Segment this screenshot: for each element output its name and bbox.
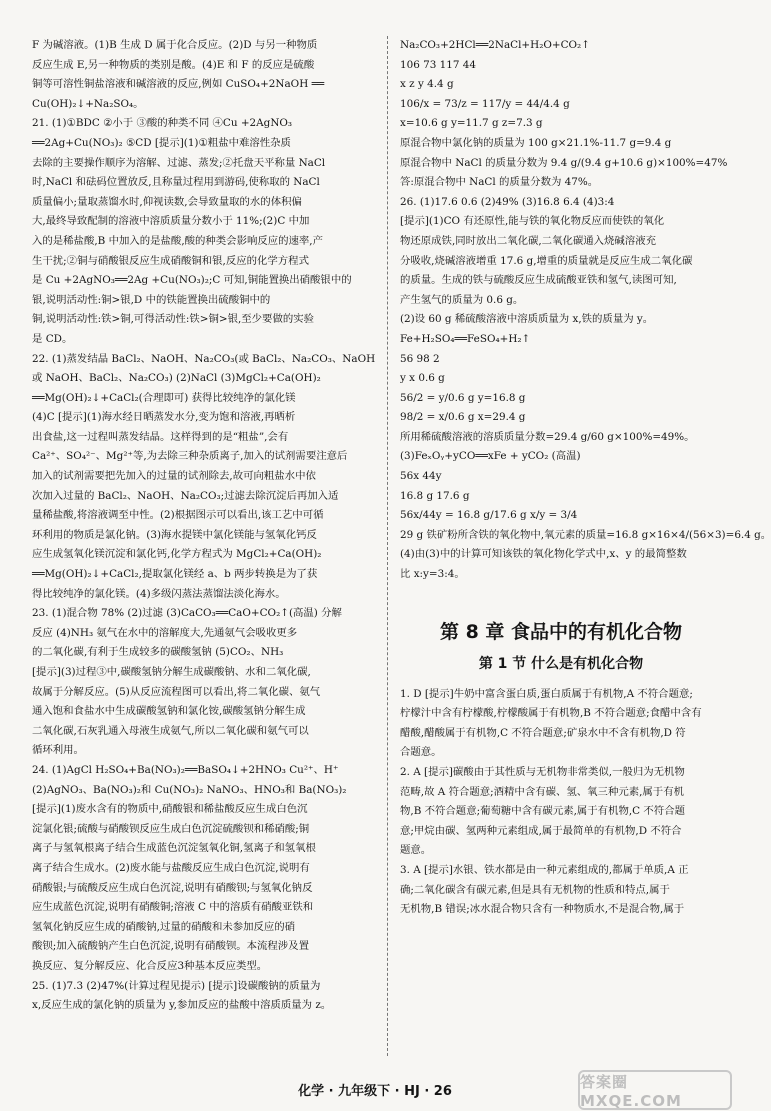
text-line: 二氧化碳,石灰乳通入母液生成氨气,所以二氧化碳和氨气可以 — [32, 724, 309, 737]
text-line: Fe+H₂SO₄══FeSO₄+H₂↑ — [400, 332, 531, 345]
text-line: 铜等可溶性铜盐溶液和碱溶液的反应,例如 CuSO₄+2NaOH ══ — [32, 78, 325, 91]
text-line: x,反应生成的氯化钠的质量为 y,参加反应的盐酸中溶质质量为 z。 — [32, 999, 332, 1012]
text-line: 无机物,B 错误;冰水混合物只含有一种物质水,不是混合物,属于 — [400, 903, 685, 916]
text-line: x=10.6 g y=11.7 g z=7.3 g — [400, 117, 543, 130]
text-line: (4)由(3)中的计算可知该铁的氧化物化学式中,x、y 的最简整数 — [400, 548, 687, 561]
text-line: 故属于分解反应。(5)从反应流程图可以看出,将二氧化碳、氨气 — [32, 685, 321, 698]
text-line: 106/x = 73/z = 117/y = 44/4.4 g — [400, 97, 570, 110]
text-line: 次加入过量的 BaCl₂、NaOH、Na₂CO₃;过滤去除沉淀后再加入适 — [32, 489, 339, 502]
text-line: [提示](1)CO 有还原性,能与铁的氧化物反应而使铁的氧化 — [400, 215, 665, 228]
text-line: 应生成蓝色沉淀,说明有硝酸铜;溶液 C 中的溶质有硝酸亚铁和 — [32, 901, 314, 914]
text-line: 硝酸银;与硫酸反应生成白色沉淀,说明有硝酸钡;与氢氧化钠反 — [32, 881, 313, 894]
text-line: 3. A [提示]水银、铁水都是由一种元素组成的,都属于单质,A 正 — [400, 863, 689, 876]
text-line: (2)AgNO₃、Ba(NO₃)₂和 Cu(NO₃)₂ NaNO₃、HNO₃和 Ba(NO₃)₂ — [32, 783, 347, 796]
text-line: 2. A [提示]碳酸由于其性质与无机物非常类似,一般归为无机物 — [400, 766, 685, 778]
text-line: 产生氢气的质量为 0.6 g。 — [400, 293, 524, 306]
text-line: 离子结合生成水。(2)废水能与盐酸反应生成白色沉淀,说明有 — [32, 861, 310, 874]
text-line: 时,NaCl 和砝码位置放反,且称量过程用到游码,使称取的 NaCl — [32, 176, 320, 189]
text-line: 柠檬汁中含有柠檬酸,柠檬酸属于有机物,B 不符合题意;食醋中含有 — [400, 707, 702, 720]
text-line: 26. (1)17.6 0.6 (2)49% (3)16.8 6.4 (4)3:4 — [400, 195, 615, 208]
text-line: 入的是稀盐酸,B 中加入的是盐酸,酸的种类会影响反应的速率,产 — [32, 234, 324, 247]
text-line: 56x/44y = 16.8 g/17.6 g x/y = 3/4 — [400, 509, 578, 522]
text-line: [提示](3)过程③中,碳酸氢钠分解生成碳酸钠、水和二氧化碳, — [32, 666, 311, 678]
text-line: 分吸收,烧碱溶液增重 17.6 g,增重的质量就是反应生成二氧化碳 — [400, 254, 693, 267]
text-line: 加入的试剂需要把先加入的过量的试剂除去,故可向粗盐水中依 — [32, 470, 316, 483]
watermark-logo: 答案圈 MXQE.COM — [578, 1070, 732, 1110]
text-line: 的质量。生成的铁与硫酸反应生成硫酸亚铁和氢气,读图可知, — [400, 274, 677, 287]
text-line: (3)FeₓOᵧ+yCO══xFe + yCO₂ (高温) — [400, 450, 581, 463]
text-line: 质量偏小;量取蒸馏水时,仰视读数,会导致量取的水的体积偏 — [32, 195, 302, 208]
text-line: 25. (1)7.3 (2)47%(计算过程见提示) [提示]设碳酸钠的质量为 — [32, 979, 321, 992]
text-line: 24. (1)AgCl H₂SO₄+Ba(NO₃)₂══BaSO₄↓+2HNO₃ Cu²⁺、H⁺ — [32, 763, 339, 776]
text-line: 醋酸,醋酸属于有机物,C 不符合题意;矿泉水中不含有机物,D 符 — [400, 726, 686, 739]
text-line: 通入饱和食盐水中生成碳酸氢钠和氯化铵,碳酸氢钠分解生成 — [32, 705, 306, 718]
text-line: y x 0.6 g — [400, 372, 445, 385]
text-line: 56/2 = y/0.6 g y=16.8 g — [400, 391, 526, 404]
text-line: Na₂CO₃+2HCl══2NaCl+H₂O+CO₂↑ — [400, 39, 590, 51]
text-line: Ca²⁺、SO₄²⁻、Mg²⁺等,为去除三种杂质离子,加入的试剂需要注意后 — [32, 450, 348, 463]
text-line: 是 Cu +2AgNO₃══2Ag +Cu(NO₃)₂;C 可知,铜能置换出硝酸银中的 — [32, 274, 352, 287]
text-line: (2)设 60 g 稀硫酸溶液中溶质质量为 x,铁的质量为 y。 — [400, 313, 654, 326]
right-column — [400, 36, 771, 920]
text-line: 比 x:y=3:4。 — [400, 568, 465, 581]
text-line: 反应生成 E,另一种物质的类别是酸。(4)E 和 F 的反应是硫酸 — [32, 58, 315, 71]
text-line: 29 g 铁矿粉所含铁的氧化物中,氧元素的质量=16.8 g×16×4/(56×3)=6.4 g。 — [400, 528, 771, 541]
text-line: 量稀盐酸,将溶液调至中性。(2)根据图示可以看出,该工艺中可循 — [32, 509, 324, 522]
text-line: 生干扰;②铜与硝酸银反应生成硝酸铜和银,反应的化学方程式 — [32, 254, 309, 267]
text-line: 16.8 g 17.6 g — [400, 489, 470, 502]
text-line: 所用稀硫酸溶液的溶质质量分数=29.4 g/60 g×100%=49%。 — [400, 430, 695, 443]
text-line: 98/2 = x/0.6 g x=29.4 g — [400, 411, 526, 424]
text-line: 原混合物中 NaCl 的质量分数为 9.4 g/(9.4 g+10.6 g)×100%=47% — [400, 156, 728, 169]
right-bottom-block — [400, 685, 722, 920]
left-column — [32, 36, 378, 1016]
text-line: ══Mg(OH)₂↓+CaCl₂,提取氯化镁经 a、b 两步转换是为了获 — [32, 568, 318, 581]
text-line: 23. (1)混合物 78% (2)过滤 (3)CaCO₃══CaO+CO₂↑(高温) 分解 — [32, 607, 342, 620]
text-line: ══2Ag+Cu(NO₃)₂ ⑤CD [提示](1)①粗盐中难溶性杂质 — [32, 136, 291, 149]
text-line: 淀氯化银;硫酸与硝酸钡反应生成白色沉淀硫酸钡和稀硝酸;铜 — [32, 822, 310, 835]
text-line: ══Mg(OH)₂↓+CaCl₂(合理即可) 获得比较纯净的氯化镁 — [32, 391, 296, 404]
text-line: 离子与氢氧根离子结合生成蓝色沉淀氢氧化铜,氢离子和氢氧根 — [32, 842, 316, 855]
section-title: 第 1 节 什么是有机化合物 — [478, 655, 644, 672]
text-line: 原混合物中氯化钠的质量为 100 g×21.1%-11.7 g=9.4 g — [400, 136, 672, 149]
text-line: 大,最终导致配制的溶液中溶质质量分数小于 11%;(2)C 中加 — [32, 215, 310, 228]
right-top-block — [400, 36, 771, 585]
text-line: F 为碱溶液。(1)B 生成 D 属于化合反应。(2)D 与另一种物质 — [32, 39, 318, 51]
divider — [387, 36, 388, 1056]
text-line: 氢氧化钠反应生成的硝酸钠,过量的硝酸和未参加反应的硝 — [32, 920, 296, 933]
text-line: 的二氧化碳,有利于生成较多的碳酸氢钠 (5)CO₂、NH₃ — [32, 646, 284, 659]
text-line: 意;甲烷由碳、氢两种元素组成,属于最简单的有机物,D 不符合 — [400, 824, 682, 837]
text-line: 反应 (4)NH₃ 氨气在水中的溶解度大,先通氨气会吸收更多 — [32, 626, 298, 639]
text-line: 环利用的物质是氯化钠。(3)海水提镁中氯化镁能与氢氧化钙反 — [32, 528, 317, 541]
text-line: 物还原成铁,同时放出二氧化碳,二氧化碳通入烧碱溶液充 — [400, 234, 656, 247]
text-line: 物,B 不符合题意;葡萄糖中含有碳元素,属于有机物,C 不符合题 — [400, 805, 685, 818]
text-line: 银,说明活动性:铜>银,D 中的铁能置换出硫酸铜中的 — [32, 293, 271, 306]
text-line: 106 73 117 44 — [400, 58, 477, 71]
text-line: [提示](1)废水含有的物质中,硝酸银和稀盐酸反应生成白色沉 — [32, 803, 308, 816]
text-line: 56 98 2 — [400, 352, 440, 365]
text-line: 范畴,故 A 符合题意;酒精中含有碳、氢、氧三种元素,属于有机 — [400, 785, 684, 798]
text-line: 或 NaOH、BaCl₂、Na₂CO₃) (2)NaCl (3)MgCl₂+Ca(OH)₂ — [32, 372, 321, 385]
text-line: 答:原混合物中 NaCl 的质量分数为 47%。 — [400, 176, 599, 189]
text-line: 应生成氢氧化镁沉淀和氯化钙,化学方程式为 MgCl₂+Ca(OH)₂ — [32, 548, 322, 561]
text-line: 去除的主要操作顺序为溶解、过滤、蒸发;②托盘天平称量 NaCl — [32, 156, 326, 169]
text-line: 题意。 — [400, 844, 432, 857]
text-line: 换反应、复分解反应、化合反应3种基本反应类型。 — [32, 959, 268, 972]
text-line: 是 CD。 — [32, 332, 73, 345]
text-line: 56x 44y — [400, 470, 442, 483]
text-line: (4)C [提示](1)海水经日晒蒸发水分,变为饱和溶液,再晒析 — [32, 411, 296, 424]
text-line: Cu(OH)₂↓+Na₂SO₄。 — [32, 97, 144, 110]
text-line: 1. D [提示]牛奶中富含蛋白质,蛋白质属于有机物,A 不符合题意; — [400, 687, 693, 700]
text-line: 循环利用。 — [32, 744, 84, 757]
page-footer: 化学 · 九年级下 · HJ · 26 — [298, 1084, 452, 1099]
text-line: 出食盐,这一过程叫蒸发结晶。这样得到的是“粗盐”,会有 — [32, 430, 289, 443]
text-line: 铜,说明活动性:铁>铜,可得活动性:铁>铜>银,至少要做的实验 — [32, 313, 315, 326]
chapter-title: 第 8 章 食品中的有机化合物 — [439, 620, 683, 643]
text-line: 得比较纯净的氯化镁。(4)多级闪蒸法蒸馏法淡化海水。 — [32, 587, 286, 600]
text-line: 22. (1)蒸发结晶 BaCl₂、NaOH、Na₂CO₃(或 BaCl₂、Na₂CO₃、NaOH — [32, 352, 376, 365]
text-line: x z y 4.4 g — [400, 78, 454, 91]
text-line: 合题意。 — [400, 746, 442, 759]
text-line: 21. (1)①BDC ②小于 ③酸的种类不同 ④Cu +2AgNO₃ — [32, 117, 293, 130]
text-line: 酸钡;加入硫酸钠产生白色沉淀,说明有硝酸钡。本流程涉及置 — [32, 940, 309, 953]
text-line: 确;二氧化碳含有碳元素,但是具有无机物的性质和特点,属于 — [400, 883, 670, 896]
